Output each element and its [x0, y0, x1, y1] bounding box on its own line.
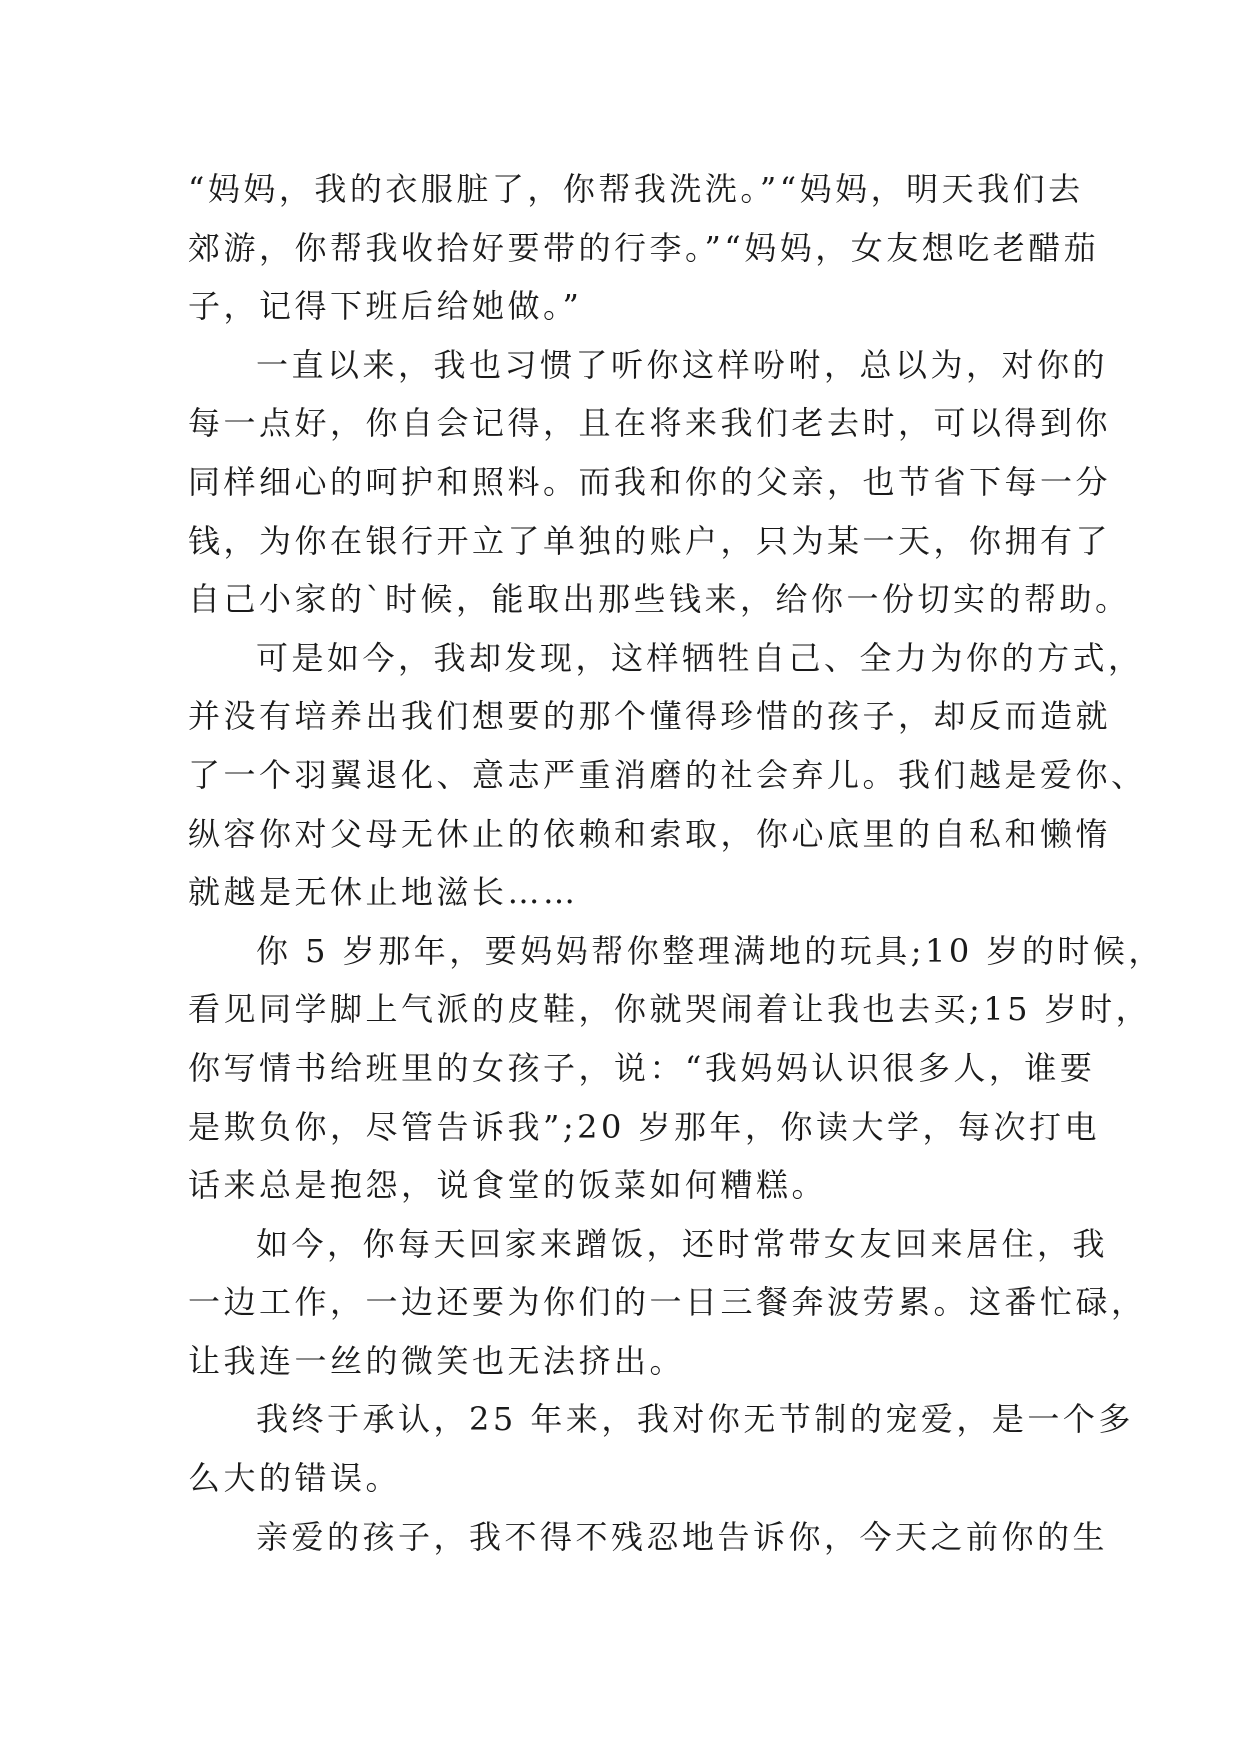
text-line: 可是如今，我却发现，这样牺牲自己、全力为你的方式， [256, 638, 1144, 677]
text-line: 你 5 岁那年，要妈妈帮你整理满地的玩具;10 岁的时候， [256, 931, 1164, 970]
text-line: 每一点好，你自会记得，且在将来我们老去时，可以得到你 [188, 404, 1112, 443]
text-line: 并没有培养出我们想要的那个懂得珍惜的孩子，却反而造就 [188, 697, 1112, 736]
text-line: “妈妈，我的衣服脏了，你帮我洗洗。”“妈妈，明天我们去 [188, 170, 1084, 208]
text-line: 看见同学脚上气派的皮鞋，你就哭闹着让我也去买;15 岁时， [188, 990, 1152, 1029]
text-line: 纵容你对父母无休止的依赖和索取，你心底里的自私和懒惰 [188, 814, 1112, 853]
text-line: 是欺负你，尽管告诉我”;20 岁那年，你读大学，每次打电 [188, 1107, 1101, 1146]
text-line: 郊游，你帮我收拾好要带的行李。”“妈妈，女友想吃老醋茄 [188, 228, 1100, 267]
text-line: 话来总是抱怨，说食堂的饭菜如何糟糕。 [188, 1166, 828, 1205]
text-line: 就越是无休止地滋长…… [188, 873, 579, 912]
body-text [188, 160, 1164, 1566]
text-line: 如今，你每天回家来蹭饭，还时常带女友回来居住，我 [256, 1224, 1109, 1263]
text-line: 你写情书给班里的女孩子，说：“我妈妈认识很多人，谁要 [188, 1048, 1096, 1087]
text-line: 钱，为你在银行开立了单独的账户，只为某一天，你拥有了 [188, 521, 1112, 560]
text-line: 了一个羽翼退化、意志严重消磨的社会弃儿。我们越是爱你、 [188, 755, 1147, 794]
text-line: 一直以来，我也习惯了听你这样吩咐，总以为，对你的 [256, 345, 1109, 384]
text-line: 么大的错误。 [188, 1459, 402, 1498]
text-line: 子，记得下班后给她做。” [188, 287, 583, 326]
text-line: 自己小家的`时候，能取出那些钱来，给你一份切实的帮助。 [188, 580, 1131, 619]
text-line: 我终于承认，25 年来，我对你无节制的宠爱，是一个多 [256, 1400, 1134, 1439]
text-line: 亲爱的孩子，我不得不残忍地告诉你，今天之前你的生 [256, 1517, 1109, 1556]
text-line: 同样细心的呵护和照料。而我和你的父亲，也节省下每一分 [188, 462, 1112, 501]
text-line: 一边工作，一边还要为你们的一日三餐奔波劳累。这番忙碌， [188, 1283, 1147, 1322]
text-line: 让我连一丝的微笑也无法挤出。 [188, 1341, 686, 1380]
